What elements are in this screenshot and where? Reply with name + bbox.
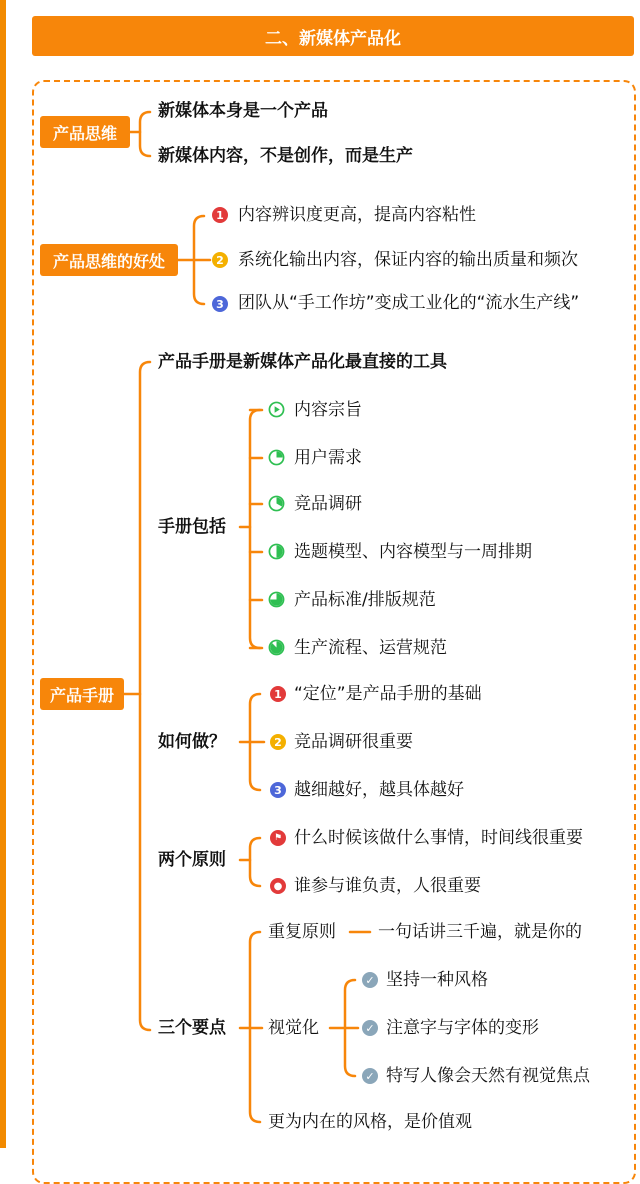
node-text: 注意字与字体的变形 <box>386 1018 539 1038</box>
node-text: 特写人像会天然有视觉焦点 <box>386 1066 590 1086</box>
node-text: 更为内在的风格，是价值观 <box>268 1112 472 1132</box>
progress-threequarter-icon <box>268 591 285 608</box>
node-text: 用户需求 <box>294 448 362 468</box>
node-text: 产品手册是新媒体产品化最直接的工具 <box>158 352 447 372</box>
node-text: 坚持一种风格 <box>386 970 488 990</box>
node-text: 内容宗旨 <box>294 400 362 420</box>
node-text: 竞品调研很重要 <box>294 732 413 752</box>
play-icon <box>268 401 285 418</box>
number-1-icon: 1 <box>270 686 286 702</box>
tag-product-manual: 产品手册 <box>40 678 124 710</box>
person-icon: ● <box>270 878 286 894</box>
node-text: 选题模型、内容模型与一周排期 <box>294 542 532 562</box>
node-text: 团队从“手工作坊”变成工业化的“流水生产线” <box>238 293 580 313</box>
node-text: 视觉化 <box>268 1018 319 1038</box>
check-icon: ✓ <box>362 1020 378 1036</box>
progress-third-icon <box>268 495 285 512</box>
section-title-banner: 二、新媒体产品化 <box>32 16 634 56</box>
node-text: 竞品调研 <box>294 494 362 514</box>
group-label: 三个要点 <box>158 1018 226 1038</box>
node-text: “定位”是产品手册的基础 <box>294 684 482 704</box>
check-icon: ✓ <box>362 1068 378 1084</box>
node-text: 一句话讲三千遍，就是你的 <box>378 922 582 942</box>
progress-half-icon <box>268 543 285 560</box>
group-label: 如何做？ <box>158 732 226 752</box>
node-text: 重复原则 <box>268 922 336 942</box>
number-3-icon: 3 <box>212 296 228 312</box>
node-text: 谁参与谁负责，人很重要 <box>294 876 481 896</box>
check-icon: ✓ <box>362 972 378 988</box>
group-label: 手册包括 <box>158 517 226 537</box>
node-text: 内容辨识度更高，提高内容粘性 <box>238 205 476 225</box>
progress-quarter-icon <box>268 449 285 466</box>
number-1-icon: 1 <box>212 207 228 223</box>
number-2-icon: 2 <box>270 734 286 750</box>
group-label: 两个原则 <box>158 850 226 870</box>
number-3-icon: 3 <box>270 782 286 798</box>
node-text: 什么时候该做什么事情，时间线很重要 <box>294 828 583 848</box>
progress-full-icon <box>268 639 285 656</box>
node-text: 生产流程、运营规范 <box>294 638 447 658</box>
node-text: 系统化输出内容，保证内容的输出质量和频次 <box>238 250 578 270</box>
tag-product-thinking-benefits: 产品思维的好处 <box>40 244 178 276</box>
tag-product-thinking: 产品思维 <box>40 116 130 148</box>
node-text: 越细越好，越具体越好 <box>294 780 464 800</box>
flag-icon: ⚑ <box>270 830 286 846</box>
number-2-icon: 2 <box>212 252 228 268</box>
node-text: 产品标准/排版规范 <box>294 590 436 610</box>
node-text: 新媒体内容，不是创作，而是生产 <box>158 146 413 166</box>
node-text: 新媒体本身是一个产品 <box>158 101 328 121</box>
